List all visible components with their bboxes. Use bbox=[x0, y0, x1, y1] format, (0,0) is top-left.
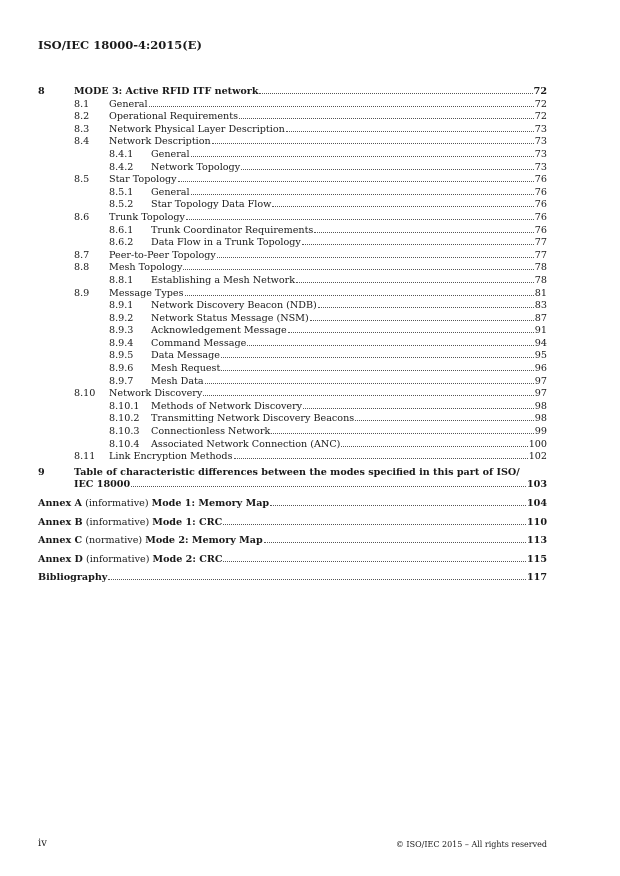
toc-entry-number: 8.3 bbox=[74, 123, 90, 135]
toc-entry[interactable] bbox=[38, 199, 547, 212]
annex-label: Annex A bbox=[38, 498, 83, 509]
toc-entry-number: 8.9.7 bbox=[109, 375, 134, 387]
toc-entry-page: 98 bbox=[534, 413, 547, 425]
toc-entry[interactable] bbox=[38, 99, 547, 112]
dot-leader bbox=[241, 169, 534, 170]
dot-leader bbox=[272, 206, 533, 207]
toc-entry-page: 78 bbox=[534, 262, 547, 274]
toc-entry[interactable] bbox=[38, 149, 547, 162]
toc-entry-number: 8.9.1 bbox=[109, 300, 134, 312]
toc-entry-number: 8.9.6 bbox=[109, 363, 134, 375]
toc-entry-title: Trunk Topology bbox=[109, 211, 185, 223]
toc-entry-title: Establishing a Mesh Network bbox=[151, 274, 296, 286]
dot-leader bbox=[314, 232, 533, 233]
annex-title: Mode 1: CRC bbox=[152, 516, 223, 528]
toc-entry[interactable] bbox=[38, 174, 547, 187]
toc-entry[interactable] bbox=[38, 288, 547, 301]
toc-entry-title: Methods of Network Discovery bbox=[151, 400, 303, 412]
toc-entry-page: 91 bbox=[534, 325, 547, 337]
toc-entry-title: Associated Network Connection (ANC) bbox=[151, 438, 341, 450]
toc-entry-title: Network Status Message (NSM) bbox=[151, 312, 309, 324]
toc-entry[interactable] bbox=[38, 237, 547, 250]
toc-entry-page: 73 bbox=[534, 123, 547, 135]
toc-entry-page: 73 bbox=[534, 161, 547, 173]
dot-leader bbox=[149, 106, 534, 107]
dot-leader bbox=[239, 118, 534, 119]
toc-entry-title: Operational Requirements bbox=[109, 111, 238, 123]
dot-leader bbox=[286, 131, 534, 132]
dot-leader bbox=[205, 383, 534, 384]
toc-entry-title: Link Encryption Methods bbox=[109, 451, 233, 463]
dot-leader bbox=[270, 505, 526, 506]
toc-entry-title: Connectionless Network bbox=[151, 426, 271, 438]
copyright-notice: © ISO/IEC 2015 – All rights reserved bbox=[395, 840, 547, 849]
toc-entry-number: 8.5.1 bbox=[109, 186, 134, 198]
toc-entry[interactable] bbox=[38, 413, 547, 426]
toc-entry-page: 76 bbox=[534, 199, 547, 211]
toc-entry-number: 8.9.4 bbox=[109, 337, 134, 349]
toc-entry-page: 72 bbox=[534, 98, 547, 110]
toc-entry-page: 76 bbox=[534, 211, 547, 223]
toc-entry-number: 8.4 bbox=[74, 136, 90, 148]
annex-label: Annex C bbox=[38, 535, 83, 547]
dot-leader bbox=[247, 345, 533, 346]
toc-entry-number: 8.2 bbox=[74, 111, 90, 123]
dot-leader bbox=[264, 542, 526, 543]
toc-entry-number: 8.10 bbox=[74, 388, 96, 400]
toc-entry-number: 8.9.5 bbox=[109, 350, 134, 362]
dot-leader bbox=[191, 156, 534, 157]
toc-entry-title: General bbox=[151, 148, 190, 160]
dot-leader bbox=[178, 181, 534, 182]
toc-entry-title: Network Topology bbox=[151, 161, 241, 173]
toc-entry-page: 73 bbox=[534, 136, 547, 148]
dot-leader bbox=[217, 257, 534, 258]
toc-entry-page: 104 bbox=[526, 498, 547, 509]
dot-leader bbox=[131, 486, 526, 487]
toc-entry-title: Peer-to-Peer Topology bbox=[109, 249, 216, 261]
toc-entry[interactable] bbox=[38, 350, 547, 363]
toc-annex-d[interactable] bbox=[38, 554, 547, 567]
toc-entry[interactable] bbox=[38, 426, 547, 439]
dot-leader bbox=[223, 524, 526, 525]
toc-entry-title: Trunk Coordinator Requirements bbox=[151, 224, 314, 236]
dot-leader bbox=[108, 579, 526, 580]
toc-entry-number: 8.8.1 bbox=[109, 274, 134, 286]
dot-leader bbox=[183, 269, 533, 270]
table-of-contents bbox=[38, 86, 547, 585]
toc-entry-title: MODE 3: Active RFID ITF network bbox=[74, 86, 259, 97]
dot-leader bbox=[259, 93, 532, 94]
toc-entry-number: 8.4.1 bbox=[109, 148, 134, 160]
toc-entry-title: Data Message bbox=[151, 350, 220, 362]
toc-entry-page: 76 bbox=[534, 174, 547, 186]
toc-entry-number: 9 bbox=[38, 466, 45, 478]
toc-entry[interactable] bbox=[38, 401, 547, 414]
toc-entry-page: 96 bbox=[534, 363, 547, 375]
toc-entry-title-line1: Table of characteristic differences between the modes specified in this part of ISO/ bbox=[74, 466, 520, 478]
toc-entry-number: 8.11 bbox=[74, 451, 96, 463]
toc-entry-page: 94 bbox=[534, 337, 547, 349]
toc-entry-number: 8 bbox=[38, 86, 45, 97]
toc-entry-title: Data Flow in a Trunk Topology bbox=[151, 237, 301, 249]
toc-annex-c[interactable] bbox=[38, 535, 547, 548]
toc-entry-clause-9[interactable] bbox=[38, 467, 547, 480]
dot-leader bbox=[296, 282, 534, 283]
dot-leader bbox=[185, 295, 534, 296]
toc-entry-title: Network Discovery Beacon (NDB) bbox=[151, 300, 317, 312]
toc-entry-number: 8.7 bbox=[74, 249, 90, 261]
toc-entry-number: 8.10.4 bbox=[109, 438, 140, 450]
annex-title: Mode 1: Memory Map bbox=[151, 498, 270, 509]
toc-entry[interactable] bbox=[38, 313, 547, 326]
dot-leader bbox=[288, 332, 534, 333]
toc-entry-number: 8.6 bbox=[74, 211, 90, 223]
toc-entry-page: 97 bbox=[534, 388, 547, 400]
toc-entry-page: 110 bbox=[526, 516, 547, 528]
toc-entry[interactable] bbox=[38, 439, 547, 452]
toc-entry[interactable] bbox=[38, 300, 547, 313]
annex-label: Annex B bbox=[38, 516, 83, 528]
toc-entry-title-line2: IEC 18000 bbox=[74, 479, 131, 491]
toc-entry[interactable] bbox=[38, 275, 547, 288]
toc-entry[interactable] bbox=[38, 250, 547, 263]
toc-entry-clause-8[interactable] bbox=[38, 86, 547, 99]
toc-entry-number: 8.9.3 bbox=[109, 325, 134, 337]
toc-bibliography[interactable] bbox=[38, 572, 547, 585]
dot-leader bbox=[302, 244, 534, 245]
toc-entry-title: Command Message bbox=[151, 337, 247, 349]
toc-entry-title: Star Topology Data Flow bbox=[151, 199, 272, 211]
toc-entry[interactable] bbox=[38, 338, 547, 351]
toc-entry-page: 83 bbox=[534, 300, 547, 312]
dot-leader bbox=[221, 370, 533, 371]
toc-entry-page: 97 bbox=[534, 375, 547, 387]
toc-entry-number: 8.10.2 bbox=[109, 413, 140, 425]
toc-entry-number: 8.6.1 bbox=[109, 224, 134, 236]
dot-leader bbox=[271, 433, 533, 434]
toc-entry-page: 81 bbox=[534, 287, 547, 299]
toc-entry-number: 8.10.3 bbox=[109, 426, 140, 438]
annex-title: Mode 2: CRC bbox=[152, 553, 223, 565]
dot-leader bbox=[310, 320, 534, 321]
toc-entry-title: Bibliography bbox=[38, 572, 108, 584]
annex-label: Annex D bbox=[38, 553, 83, 565]
toc-entry-page: 99 bbox=[534, 426, 547, 438]
dot-leader bbox=[186, 219, 534, 220]
toc-entry-title: Mesh Topology bbox=[109, 262, 183, 274]
toc-entry[interactable] bbox=[38, 187, 547, 200]
dot-leader bbox=[234, 458, 528, 459]
toc-entry-title: Transmitting Network Discovery Beacons bbox=[151, 413, 355, 425]
toc-entry-title: Network Discovery bbox=[109, 388, 203, 400]
toc-entry[interactable] bbox=[38, 262, 547, 275]
toc-entry-number: 8.9 bbox=[74, 287, 90, 299]
toc-entry-number: 8.1 bbox=[74, 98, 90, 110]
toc-entry[interactable] bbox=[38, 325, 547, 338]
toc-entry-page: 77 bbox=[534, 249, 547, 261]
annex-title: Mode 2: Memory Map bbox=[145, 535, 263, 547]
toc-entry-clause-9-continued[interactable] bbox=[38, 479, 547, 492]
toc-entry-number: 8.9.2 bbox=[109, 312, 134, 324]
toc-entry-title: Network Description bbox=[109, 136, 211, 148]
dot-leader bbox=[191, 194, 534, 195]
toc-entry-page: 103 bbox=[526, 479, 547, 491]
toc-entry-number: 8.6.2 bbox=[109, 237, 134, 249]
toc-entry-title: General bbox=[109, 98, 148, 110]
dot-leader bbox=[355, 420, 534, 421]
toc-entry[interactable] bbox=[38, 111, 547, 124]
annex-kind: (informative) bbox=[85, 498, 149, 509]
toc-entry-page: 87 bbox=[534, 312, 547, 324]
document-header: ISO/IEC 18000-4:2015(E) bbox=[38, 38, 202, 52]
annex-kind: (informative) bbox=[85, 516, 150, 528]
toc-entry[interactable] bbox=[38, 225, 547, 238]
toc-entry-page: 72 bbox=[533, 86, 547, 97]
toc-entry-title: Mesh Request bbox=[151, 363, 221, 375]
toc-entry-number: 8.10.1 bbox=[109, 400, 140, 412]
toc-entry-number: 8.5 bbox=[74, 174, 90, 186]
toc-entry[interactable] bbox=[38, 212, 547, 225]
toc-entry-page: 72 bbox=[534, 111, 547, 123]
toc-entry-title: Network Physical Layer Description bbox=[109, 123, 285, 135]
toc-entry[interactable] bbox=[38, 388, 547, 401]
dot-leader bbox=[303, 408, 534, 409]
toc-entry[interactable] bbox=[38, 376, 547, 389]
toc-entry-title: Star Topology bbox=[109, 174, 177, 186]
toc-entry[interactable] bbox=[38, 124, 547, 137]
toc-entry-page: 98 bbox=[534, 400, 547, 412]
dot-leader bbox=[203, 395, 533, 396]
toc-entry[interactable] bbox=[38, 162, 547, 175]
annex-kind: (informative) bbox=[85, 553, 150, 565]
toc-entry[interactable] bbox=[38, 451, 547, 464]
toc-entry-page: 117 bbox=[526, 572, 547, 584]
dot-leader bbox=[212, 143, 534, 144]
page-number: iv bbox=[38, 838, 47, 849]
toc-entry-page: 76 bbox=[534, 224, 547, 236]
toc-entry-number: 8.8 bbox=[74, 262, 90, 274]
toc-entry-number: 8.4.2 bbox=[109, 161, 134, 173]
toc-entry-title: General bbox=[151, 186, 190, 198]
toc-entry-page: 113 bbox=[526, 535, 547, 547]
toc-entry[interactable] bbox=[38, 136, 547, 149]
toc-entry-page: 73 bbox=[534, 148, 547, 160]
toc-entry-title: Mesh Data bbox=[151, 375, 204, 387]
toc-entry-number: 8.5.2 bbox=[109, 199, 134, 211]
dot-leader bbox=[221, 357, 534, 358]
annex-kind: (normative) bbox=[85, 535, 143, 547]
dot-leader bbox=[318, 307, 534, 308]
toc-entry-page: 100 bbox=[528, 438, 547, 450]
toc-annex-b[interactable] bbox=[38, 517, 547, 530]
toc-entry-page: 76 bbox=[534, 186, 547, 198]
toc-entry-page: 78 bbox=[534, 274, 547, 286]
toc-entry-page: 95 bbox=[534, 350, 547, 362]
toc-entry-title: Message Types bbox=[109, 287, 184, 299]
toc-entry-page: 115 bbox=[526, 553, 547, 565]
toc-entry-page: 77 bbox=[534, 237, 547, 249]
dot-leader bbox=[223, 561, 525, 562]
toc-annex-a[interactable] bbox=[38, 498, 547, 511]
dot-leader bbox=[341, 446, 527, 447]
toc-entry-page: 102 bbox=[528, 451, 547, 463]
toc-entry[interactable] bbox=[38, 363, 547, 376]
toc-entry-title: Acknowledgement Message bbox=[151, 325, 287, 337]
